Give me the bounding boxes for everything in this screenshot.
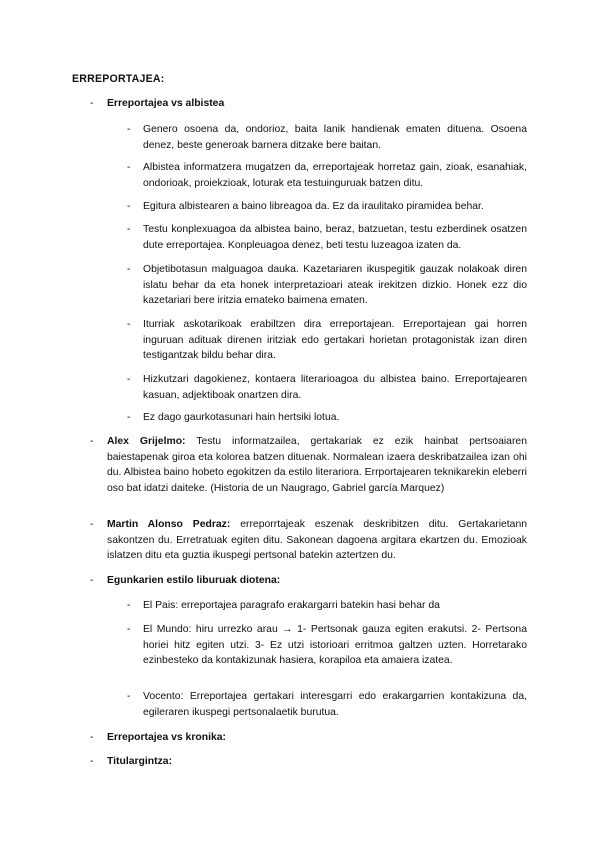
section-paragraph [107, 517, 527, 564]
list-item-text: Egitura albistearen a baino libreagoa da. Ez da iraulitako piramidea behar. [143, 201, 484, 212]
bullet-dash: - [90, 732, 94, 743]
bullet-dash: - [127, 412, 131, 423]
list-item-text: Hizkutzari dagokienez, kontaera literarioagoa du albistea baino. Erreportajearen kasuan, adjektiboak onartzen dira. [143, 374, 527, 401]
list-item-text: Testu konplexuagoa da albistea baino, beraz, batzuetan, testu ezberdinek osatzen dute erreportajea. Konpleuagoa denez, beti testu luzeagoa izaten da. [143, 224, 527, 251]
bullet-dash: - [127, 319, 131, 330]
section-text: erreporrtajeak eszenak deskribitzen ditu. Gertakarietann sakontzen du. Erretratuak egiten ditu. Sakonean dagoena argitara ekartzen du. Emozioak islatzen ditu eta guztia ikuspegi pertsonal batekin aztertzen du. [107, 519, 528, 561]
section-text: Testu informatzailea, gertakariak ez ezik hainbat pertsoaiaren baiestapenak giroa eta kolorea batzen dituenak. Normalean izaera deskribatzailea izan ohi du. Albistea baino hobeto egokitzen da estilo literariora. Errportajearen teknikarekin eleberri oso bat idatzi daiteke. (Historia de un Naugrago, Gabriel garcía Marquez) [107, 436, 527, 494]
list-item-text: Objetibotasun malguagoa dauka. Kazetariaren ikuspegitik gauzak nolakoak diren islatu behar da eta honek interpretazioari ateak irekitzen dizkio. Honek ezz dio kazetariari bere iritzia emateko baimena ematen. [143, 264, 527, 306]
bullet-dash: - [90, 98, 94, 109]
bullet-dash: - [127, 162, 131, 173]
bullet-dash: - [90, 519, 94, 530]
bullet-dash: - [127, 600, 131, 611]
list-item-text: Ez dago gaurkotasunari hain hertsiki lotua. [143, 412, 340, 423]
section-heading: Egunkarien estilo liburuak diotena: [107, 575, 281, 586]
bullet-dash: - [90, 756, 94, 767]
bullet-dash: - [90, 436, 94, 447]
bullet-dash: - [127, 124, 131, 135]
bullet-dash: - [127, 374, 131, 385]
bullet-dash: - [127, 201, 131, 212]
section-heading: Erreportajea vs kronika: [107, 732, 226, 743]
page-title: ERREPORTAJEA: [72, 73, 165, 85]
bullet-dash: - [127, 224, 131, 235]
section-heading: Titulargintza: [107, 756, 173, 767]
list-item-text: El Pais: erreportajea paragrafo erakargarri batekin hasi behar da [143, 600, 440, 611]
list-item-text: Genero osoena da, ondorioz, baita lanik handienak ematen dituena. Osoena denez, beste generoak barnera ditzake bere baitan. [143, 124, 527, 151]
section-heading: Erreportajea vs albistea [107, 98, 225, 109]
list-item-text: El Mundo: hiru urrezko arau → 1- Pertsonak gauza egiten erakutsi. 2- Pertsona horiei hitz egiten utzi. 3- Ez utzi istorioari erritmoa galtzen uzten. Horretarako ezinbesteko da kontakizunak hasiera, korapiloa eta amaiera izatea. [143, 624, 527, 666]
bullet-dash: - [90, 575, 94, 586]
section-paragraph [107, 434, 527, 496]
bullet-dash: - [127, 624, 131, 635]
bullet-dash: - [127, 264, 131, 275]
bullet-dash: - [127, 691, 131, 702]
list-item-text: Iturriak askotarikoak erabiltzen dira erreportajean. Erreportajean gai horren inguruan adituak direnen iritziak edo gertakari horietan protagonistak izan diren testigantzak bildu behar dira. [143, 319, 527, 361]
section-heading: Alex Grijelmo: [107, 436, 186, 447]
list-item-text: Albistea informatzera mugatzen da, erreportajeak horretaz gain, zioak, esanahiak, ondorioak, proiekzioak, loturak eta testuinguruak batzen ditu. [143, 162, 527, 189]
list-item-text: Vocento: Erreportajea gertakari interesgarri edo erakargarrien kontakizuna da, egileraren ikuspegi pertsonalaetik burutua. [143, 691, 527, 718]
section-heading: Martin Alonso Pedraz: [107, 519, 231, 530]
